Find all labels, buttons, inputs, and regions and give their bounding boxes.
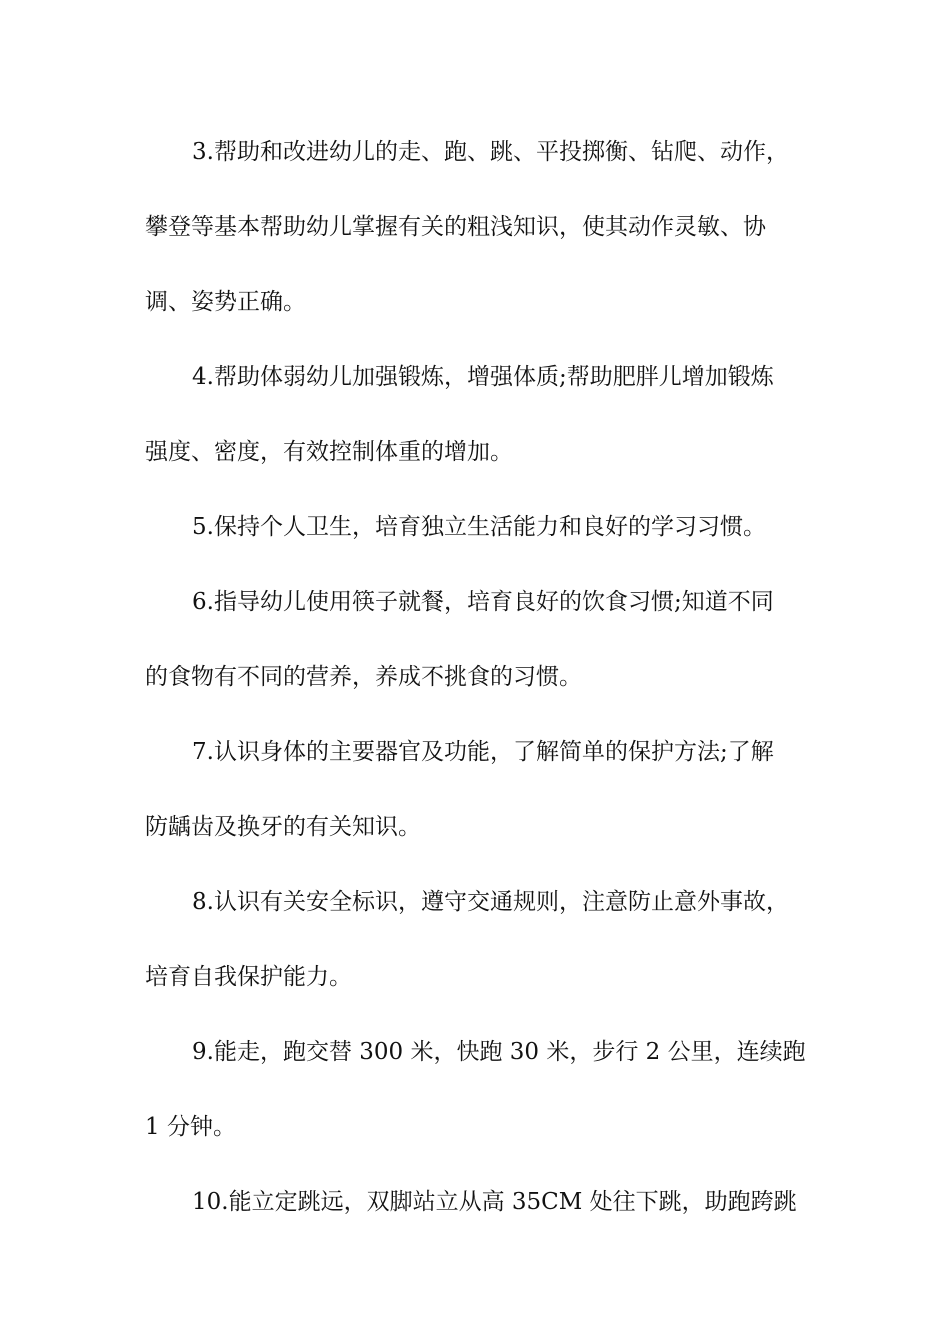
paragraph-6-line-1: 6.指导幼儿使用筷子就餐，培育良好的饮食习惯;知道不同 — [192, 589, 774, 615]
paragraph-8-line-2: 培育自我保护能力。 — [145, 964, 352, 990]
paragraph-6-line-2: 的食物有不同的营养，养成不挑食的习惯。 — [145, 664, 582, 690]
paragraph-3-line-2: 攀登等基本帮助幼儿掌握有关的粗浅知识，使其动作灵敏、协 — [145, 214, 766, 240]
paragraph-9-line-1: 9.能走，跑交替 300 米，快跑 30 米，步行 2 公里，连续跑 — [192, 1039, 806, 1065]
paragraph-3-line-1: 3.帮助和改进幼儿的走、跑、跳、平投掷衡、钻爬、动作， — [192, 139, 789, 165]
paragraph-4-line-2: 强度、密度，有效控制体重的增加。 — [145, 439, 513, 465]
paragraph-5-line-1: 5.保持个人卫生，培育独立生活能力和良好的学习习惯。 — [192, 514, 766, 540]
paragraph-7-line-1: 7.认识身体的主要器官及功能，了解简单的保护方法;了解 — [192, 739, 774, 765]
paragraph-8-line-1: 8.认识有关安全标识，遵守交通规则，注意防止意外事故， — [192, 889, 789, 915]
paragraph-9-line-2: 1 分钟。 — [145, 1114, 236, 1140]
paragraph-4-line-1: 4.帮助体弱幼儿加强锻炼，增强体质;帮助肥胖儿增加锻炼 — [192, 364, 774, 390]
paragraph-7-line-2: 防龋齿及换牙的有关知识。 — [145, 814, 421, 840]
paragraph-3-line-3: 调、姿势正确。 — [145, 289, 306, 315]
paragraph-10-line-1: 10.能立定跳远，双脚站立从高 35CM 处往下跳，助跑跨跳 — [192, 1189, 797, 1215]
